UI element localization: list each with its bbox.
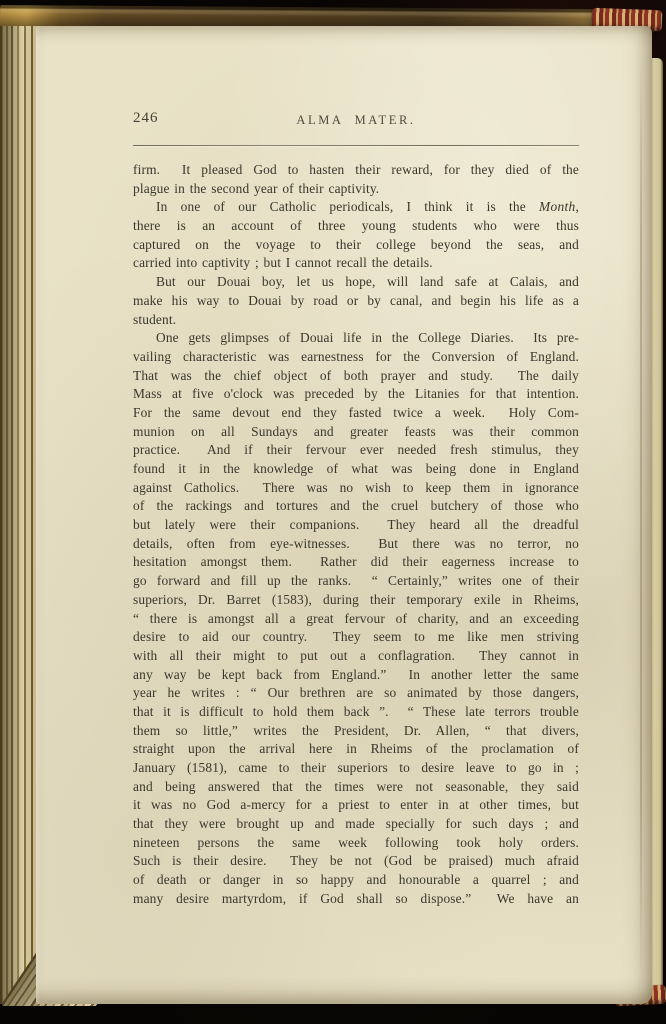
text-line: student. — [133, 311, 177, 327]
text-line: straight upon the arrival here in Rheims of the proclamation of — [133, 741, 579, 757]
text-line: that they were brought up and made specially for such days ; and — [133, 816, 579, 832]
text-line: details, often from eye-witnesses. But there was no terror, no — [133, 535, 579, 551]
text-line: In one of our Catholic periodicals, I think it is the Month, — [156, 199, 579, 215]
text-line: Mass at five o'clock was preceded by the Litanies for that intention. — [133, 386, 579, 402]
text-line: but lately were their companions. They heard all the dreadful — [133, 517, 579, 533]
page-edges-left — [0, 26, 40, 1004]
text-line: munion on all Sundays and greater feasts was their common — [133, 423, 579, 439]
text-line: found it in the knowledge of what was being done in England — [133, 461, 579, 476]
text-line: That was the chief object of both prayer and study. The daily — [133, 367, 579, 383]
text-line: For the same devout end they fasted twice a week. Holy Com- — [133, 404, 579, 420]
text-line: them so little,” writes the President, Dr. Allen, “ that divers, — [133, 722, 579, 738]
text-line: captured on the voyage to their college beyond the seas, and — [133, 236, 579, 252]
text-line: carried into captivity ; but I cannot recall the details. — [133, 255, 433, 271]
text-line: and being answered that the times were not seasonable, they said — [133, 778, 579, 794]
text-line: any way be kept back from England.” In another letter the same — [133, 666, 579, 682]
text-line: go forward and fill up the ranks. “ Certainly,” writes one of their — [133, 573, 579, 589]
text-line: firm. It pleased God to hasten their reward, for they died of the — [133, 162, 579, 177]
text-line: of death or danger in so happy and honourable a quarrel ; and — [133, 872, 579, 888]
page-text — [133, 161, 579, 909]
text-line: Such is their desire. They be not (God be praised) much afraid — [133, 853, 579, 869]
text-line: vailing characteristic was earnestness for the Conversion of England. — [133, 348, 579, 364]
text-line: nineteen persons the same week following took holy orders. — [133, 834, 579, 850]
text-line: One gets glimpses of Douai life in the College Diaries. Its pre- — [156, 330, 579, 346]
header-rule — [133, 145, 579, 146]
book-page — [36, 26, 652, 1004]
text-line: practice. And if their fervour ever needed fresh stimulus, they — [133, 442, 579, 458]
text-line: it was no God a-mercy for a priest to enter in at other times, but — [133, 797, 579, 813]
text-line: plague in the second year of their captivity. — [133, 180, 380, 196]
text-line: “ there is amongst all a great fervour of charity, and an exceeding — [133, 610, 579, 626]
text-line: year he writes : “ Our brethren are so animated by those dangers, — [133, 685, 579, 701]
text-line: there is an account of three young students who were thus — [133, 218, 579, 234]
text-line: of the rackings and tortures and the cruel butchery of those who — [133, 498, 579, 514]
text-line: hesitation amongst them. Rather did their eagerness increase to — [133, 554, 579, 570]
text-line: against Catholics. There was no wish to keep them in ignorance — [133, 479, 579, 495]
text-line: make his way to Douai by road or by canal, and begin his life as a — [133, 292, 579, 308]
text-line: many desire martyrdom, if God shall so dispose.” We have an — [133, 890, 579, 906]
text-line: But our Douai boy, let us hope, will land safe at Calais, and — [156, 274, 579, 290]
text-line: that it is difficult to hold them back ”. “ These late terrors trouble — [133, 703, 579, 719]
text-line: superiors, Dr. Barret (1583), during their temporary exile in Rheims, — [133, 591, 579, 607]
text-line: desire to aid our country. They seem to me like men striving — [133, 629, 579, 645]
text-line: January (1581), came to their superiors to desire leave to go in ; — [133, 760, 579, 775]
running-title: ALMA MATER. — [296, 113, 416, 127]
text-line: with all their might to put out a conflagration. They cannot in — [133, 647, 579, 663]
page-number: 246 — [133, 110, 159, 126]
